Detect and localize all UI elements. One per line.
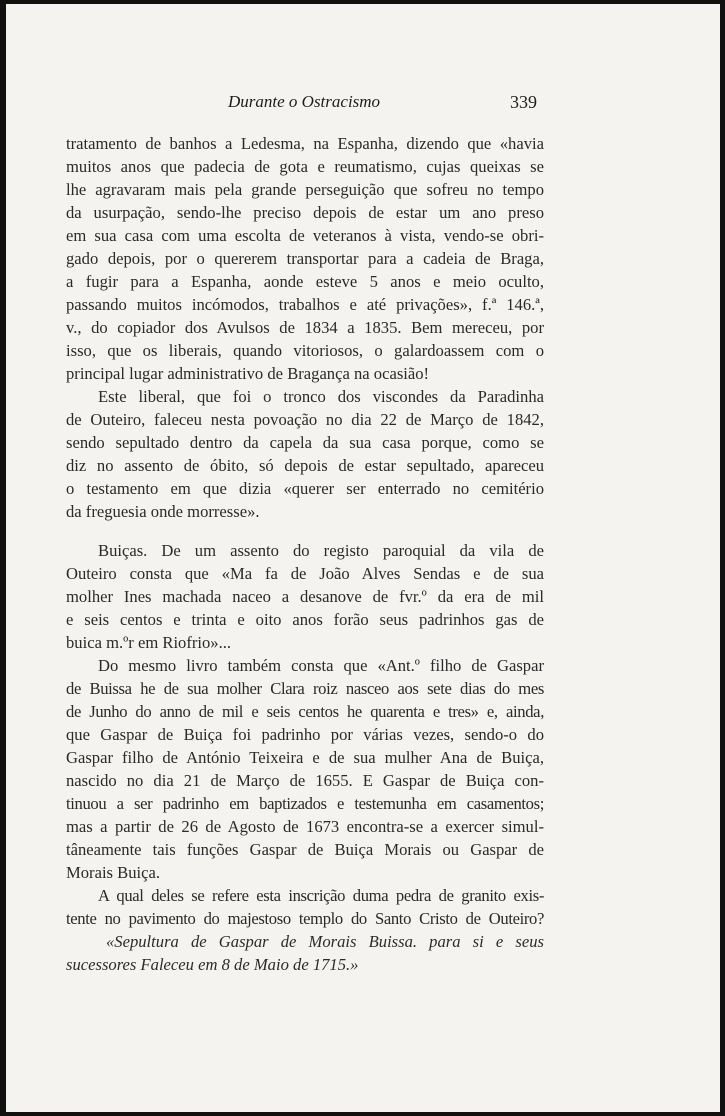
text-line: Do mesmo livro também consta que «Ant.º filho de Gaspar xyxy=(98,656,544,675)
book-page xyxy=(6,4,720,1112)
text-line: Este liberal, que foi o tronco dos viscondes da Paradinha xyxy=(98,387,544,406)
text-line: gado depois, por o quererem transportar para a cadeia de Braga, xyxy=(66,249,544,268)
page-header xyxy=(6,92,720,116)
text-line: da freguesia onde morresse». xyxy=(66,502,260,521)
text-line: sendo sepultado dentro da capela da sua casa porque, como se xyxy=(66,433,544,452)
text-line: «Sepultura de Gaspar de Morais Buissa. para si e seus xyxy=(106,932,544,951)
text-line: a fugir para a Espanha, aonde esteve 5 anos e meio oculto, xyxy=(66,272,544,291)
text-line: principal lugar administrativo de Bragança na ocasião! xyxy=(66,364,430,383)
text-line: isso, que os liberais, quando vitoriosos, o galardoassem com o xyxy=(66,341,544,360)
text-line: tâneamente tais funções Gaspar de Buiça Morais ou Gaspar de xyxy=(66,840,544,859)
page-number: 339 xyxy=(510,92,537,112)
text-line: Buiças. De um assento do registo paroquial da vila de xyxy=(98,541,544,560)
text-line: de Junho do anno de mil e seis centos he quarenta e tres» e, ainda, xyxy=(66,702,544,721)
text-line: lhe agravaram mais pela grande perseguição que sofreu no tempo xyxy=(66,180,544,199)
text-line: buica m.ºr em Riofrio»... xyxy=(66,633,232,652)
text-line: molher Ines machada naceo a desanove de fvr.º da era de mil xyxy=(66,587,544,606)
text-line: tinuou a ser padrinho em baptizados e testemunha em casamentos; xyxy=(66,794,544,813)
text-line: A qual deles se refere esta inscrição duma pedra de granito exis- xyxy=(98,886,544,905)
text-line: de Outeiro, faleceu nesta povoação no dia 22 de Março de 1842, xyxy=(66,410,544,429)
text-line: sucessores Faleceu em 8 de Maio de 1715.» xyxy=(66,955,359,974)
text-line: que Gaspar de Buiça foi padrinho por várias vezes, sendo-o do xyxy=(66,725,544,744)
text-line: mas a partir de 26 de Agosto de 1673 encontra-se a exercer simul- xyxy=(66,817,544,836)
text-line: tente no pavimento do majestoso templo do Santo Cristo de Outeiro? xyxy=(66,909,544,928)
paragraph-gap xyxy=(66,523,544,539)
text-line: Outeiro consta que «Ma fa de João Alves Sendas e de sua xyxy=(66,564,544,583)
body-text xyxy=(66,132,544,976)
text-line: passando muitos incómodos, trabalhos e até privações», f.ª 146.ª, xyxy=(66,295,544,314)
text-line: Gaspar filho de António Teixeira e de sua mulher Ana de Buiça, xyxy=(66,748,544,767)
text-line: em sua casa com uma escolta de veteranos à vista, vendo-se obri- xyxy=(66,226,544,245)
text-line: muitos anos que padecia de gota e reumatismo, cujas queixas se xyxy=(66,157,544,176)
text-line: diz no assento de óbito, só depois de estar sepultado, apareceu xyxy=(66,456,544,475)
text-line: tratamento de banhos a Ledesma, na Espanha, dizendo que «havia xyxy=(66,134,544,153)
text-line: v., do copiador dos Avulsos de 1834 a 1835. Bem mereceu, por xyxy=(66,318,544,337)
text-line: e seis centos e trinta e oito anos forão seus padrinhos gas de xyxy=(66,610,544,629)
text-line: da usurpação, sendo-lhe preciso depois de estar um ano preso xyxy=(66,203,544,222)
text-line: o testamento em que dizia «querer ser enterrado no cemitério xyxy=(66,479,544,498)
running-title: Durante o Ostracismo xyxy=(228,92,381,111)
text-line: nascido no dia 21 de Março de 1655. E Gaspar de Buiça con- xyxy=(66,771,544,790)
text-line: de Buissa he de sua molher Clara roiz nasceo aos sete dias do mes xyxy=(66,679,544,698)
text-line: Morais Buiça. xyxy=(66,863,161,882)
